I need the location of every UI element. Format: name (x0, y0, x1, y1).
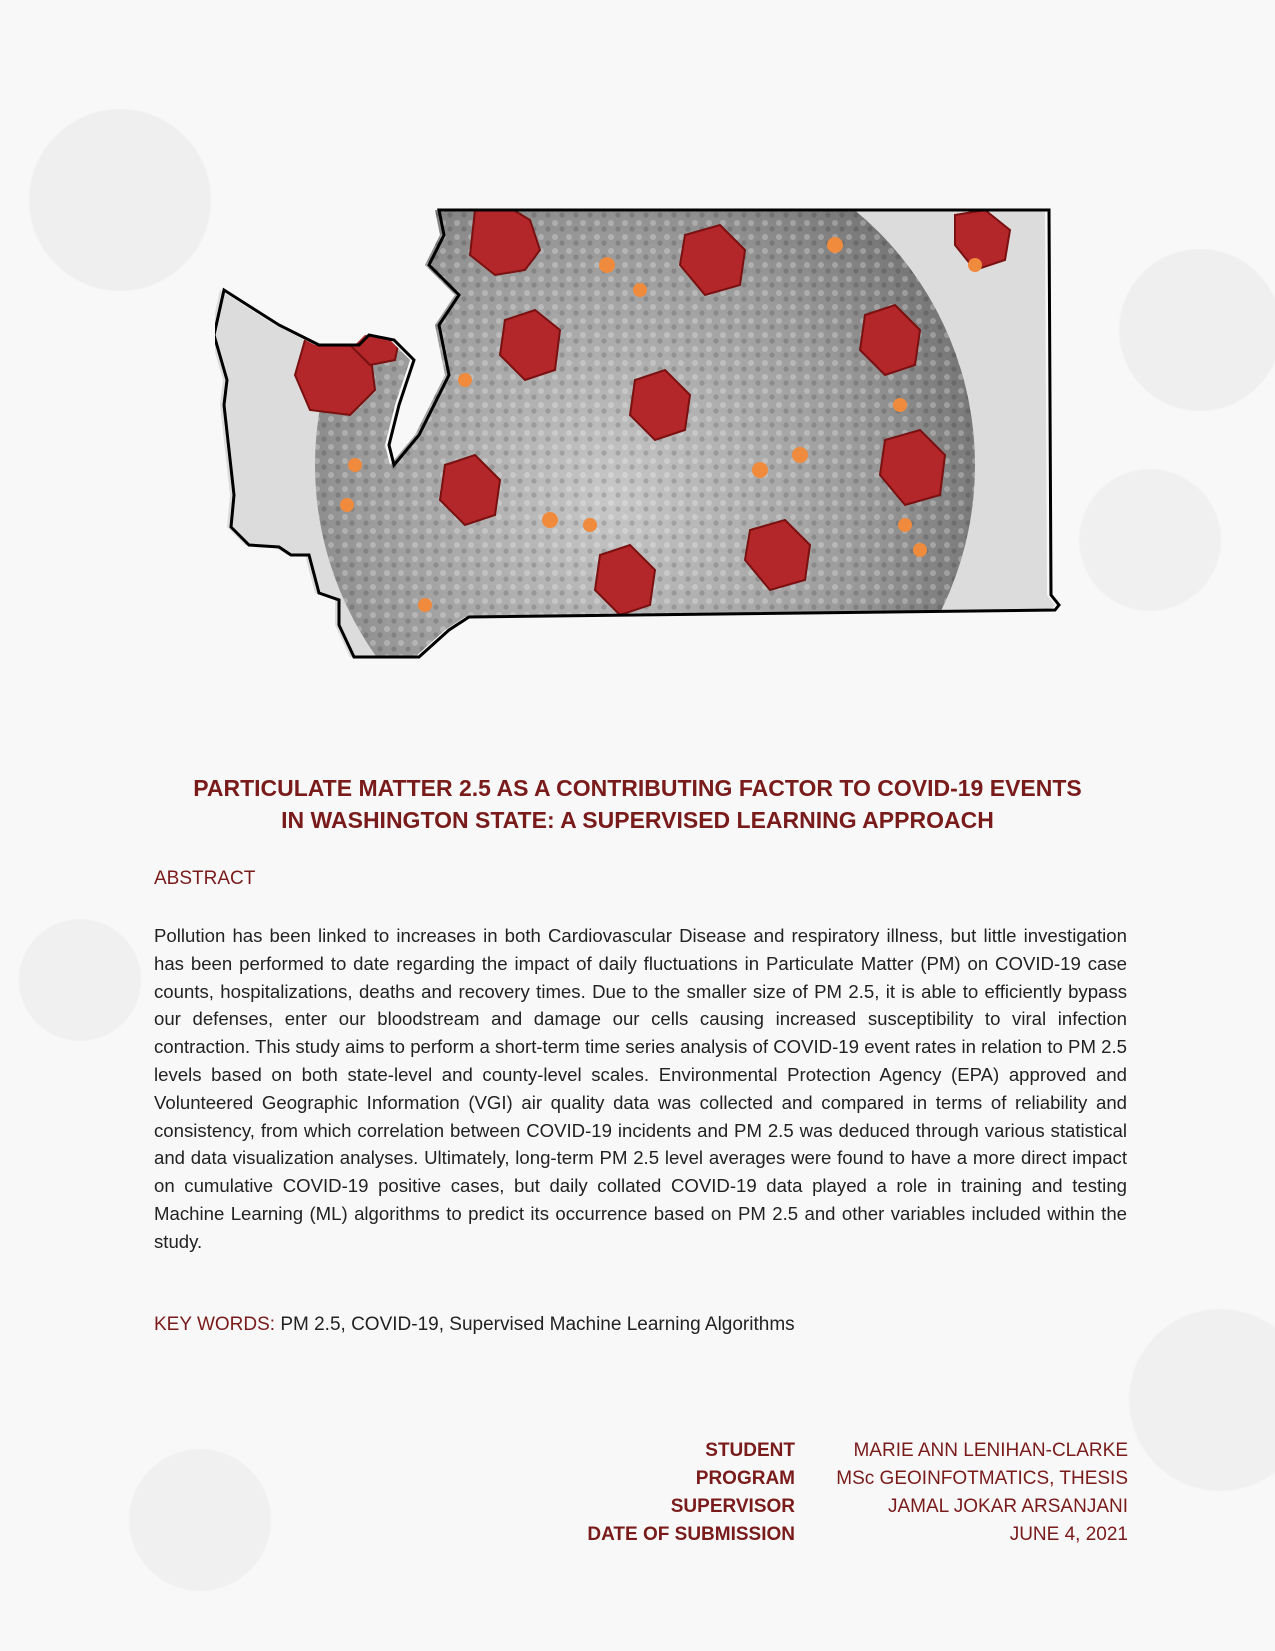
keywords (154, 1314, 795, 1336)
keywords-value: PM 2.5, COVID-19, Supervised Machine Learning Algorithms (275, 1314, 795, 1335)
abstract-body: Pollution has been linked to increases in both Cardiovascular Disease and respiratory illness, but little investigation has been performed to date regarding the impact of daily fluctuations in Particulate Matter (PM) on COVID-19 case counts, hospitalizations, deaths and recovery times. Due to the smaller size of PM 2.5, it is able to efficiently bypass our defenses, enter our bloodstream and damage our cells causing increased susceptibility to viral infection contraction. This study aims to perform a short-term time series analysis of COVID-19 event rates in relation to PM 2.5 levels based on both state-level and county-level scales. Environmental Protection Agency (EPA) approved and Volunteered Geographic Information (VGI) air quality data was collected and compared in terms of reliability and consistency, from which correlation between COVID-19 incidents and PM 2.5 was deduced through various statistical and data visualization analyses. Ultimately, long-term PM 2.5 level averages were found to have a more direct impact on cumulative COVID-19 positive cases, but daily collated COVID-19 data played a role in training and testing Machine Learning (ML) algorithms to predict its occurrence based on PM 2.5 and other variables included within the study. (154, 925, 1127, 1252)
student-label: STUDENT (705, 1440, 795, 1461)
thesis-title-line1: PARTICULATE MATTER 2.5 AS A CONTRIBUTING FACTOR TO COVID-19 EVENTS (193, 775, 1082, 801)
meta-row-supervisor (540, 1493, 1128, 1521)
meta-row-student (540, 1437, 1128, 1465)
thesis-title (150, 772, 1125, 836)
supervisor-value: JAMAL JOKAR ARSANJANI (887, 1496, 1128, 1517)
meta-row-program (540, 1465, 1128, 1493)
date-value: JUNE 4, 2021 (1009, 1524, 1128, 1545)
program-label: PROGRAM (695, 1468, 795, 1489)
supervisor-label: SUPERVISOR (670, 1496, 795, 1517)
thesis-title-line2: IN WASHINGTON STATE: A SUPERVISED LEARNING APPROACH (281, 807, 994, 833)
meta-row-date (540, 1521, 1128, 1549)
keywords-label: KEY WORDS: (154, 1314, 276, 1335)
student-value: MARIE ANN LENIHAN-CLARKE (853, 1440, 1128, 1461)
program-value: MSc GEOINFOTMATICS, THESIS (836, 1468, 1128, 1489)
washington-state-coronavirus-image (215, 205, 1065, 685)
submission-details (540, 1437, 1128, 1549)
date-label: DATE OF SUBMISSION (587, 1524, 795, 1545)
abstract-heading: ABSTRACT (154, 868, 256, 889)
